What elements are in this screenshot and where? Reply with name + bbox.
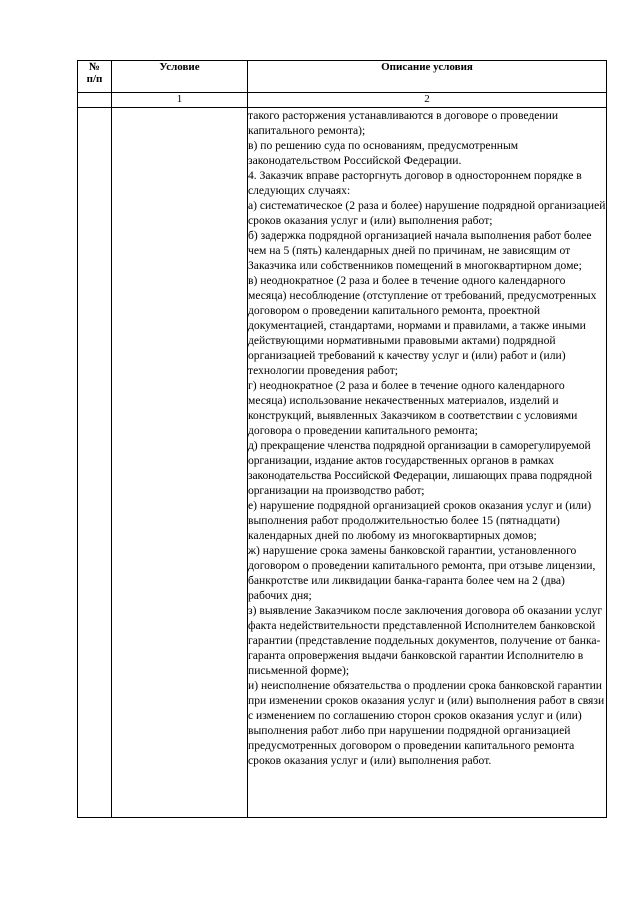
column-number-empty (78, 93, 112, 108)
header-description: Описание условия (248, 61, 607, 93)
number-cell (78, 108, 112, 818)
header-number (78, 61, 112, 93)
paragraph: б) задержка подрядной организацией начала выполнения работ более чем на 5 (пять) календарных дней по причинам, не зависящим от Заказчика или собственников помещений в многоквартирном доме; (248, 229, 592, 272)
paragraph: д) прекращение членства подрядной организации в саморегулируемой организации, издание актов государственных органов в рамках законодательства Российской Федерации, лишающих права подрядной организации на производство работ; (248, 439, 592, 497)
column-number-1: 1 (112, 93, 248, 108)
paragraph: е) нарушение подрядной организацией сроков оказания услуг и (или) выполнения работ продолжительностью более 15 (пятнадцати) календарных дней по любому из многоквартирных домов; (248, 499, 592, 542)
header-condition: Условие (112, 61, 248, 93)
description-cell (248, 108, 607, 818)
column-number-row (78, 93, 607, 108)
column-number-2: 2 (248, 93, 607, 108)
table-row (78, 108, 607, 818)
paragraph: и) неисполнение обязательства о продлении срока банковской гарантии при изменении сроков оказания услуг и (или) выполнения работ в связи с изменением по соглашению сторон сроков оказания услуг и (или) выполнения работ либо при нарушении подрядной организацией предусмотренных договором о проведении капитального ремонта сроков оказания услуг и (или) выполнения работ. (248, 679, 605, 767)
condition-cell (112, 108, 248, 818)
paragraph: такого расторжения устанавливаются в договоре о проведении капитального ремонта); (248, 109, 559, 137)
paragraph: з) выявление Заказчиком после заключения договора об оказании услуг факта недействительности представленной Исполнителем банковской гарантии (представление поддельных документов, получение от банка-гаранта опровержения выдачи банковской гарантии Исполнителю в письменной форме); (248, 604, 603, 677)
paragraph: г) неоднократное (2 раза и более в течение одного календарного месяца) использование некачественных материалов, изделий и конструкций, выявленных Заказчиком в соответствии с условиями договора о проведении капитального ремонта; (248, 379, 578, 437)
conditions-table (77, 60, 607, 818)
paragraph: а) систематическое (2 раза и более) нарушение подрядной организацией сроков оказания услуг и (или) выполнения работ; (248, 199, 606, 227)
paragraph: в) неоднократное (2 раза и более в течение одного календарного месяца) несоблюдение (отступление от требований, предусмотренных договором о проведении капитального ремонта, проектной документацией, стандартами, нормами и правилами, а также иными действующими нормативными правовыми актами) подрядной организацией требований к качеству услуг и (или) работ и (или) технологии проведения работ; (248, 274, 597, 377)
paragraph: ж) нарушение срока замены банковской гарантии, установленного договором о проведении капитального ремонта, при отзыве лицензии, банкротстве или ликвидации банка-гаранта более чем на 2 (два) рабочих дня; (248, 544, 596, 602)
header-number-label: № п/п (86, 61, 103, 85)
table-header-row (78, 61, 607, 93)
paragraph: в) по решению суда по основаниям, предусмотренным законодательством Российской Федерации. (248, 139, 519, 167)
paragraph: 4. Заказчик вправе расторгнуть договор в одностороннем порядке в следующих случаях: (248, 169, 582, 197)
